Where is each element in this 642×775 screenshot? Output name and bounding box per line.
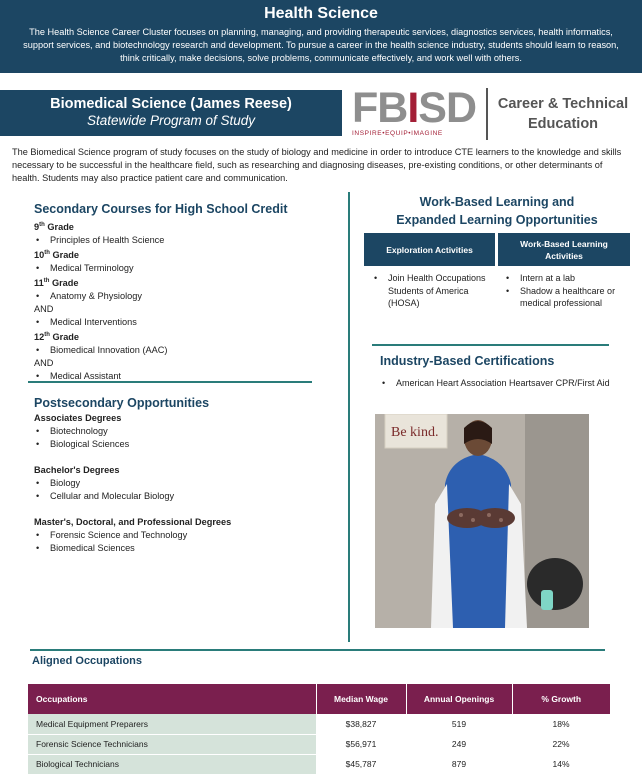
ordinal-suffix: th bbox=[39, 222, 45, 228]
program-subtitle: Statewide Program of Study bbox=[86, 113, 256, 128]
secondary-heading: Secondary Courses for High School Credit bbox=[34, 202, 288, 216]
program-header bbox=[0, 90, 342, 136]
and-text: AND bbox=[34, 358, 54, 369]
table-row bbox=[28, 754, 610, 774]
grade-9-number: 9 bbox=[34, 222, 40, 233]
postsecondary-heading: Postsecondary Opportunities bbox=[34, 396, 210, 410]
cluster-banner bbox=[0, 0, 642, 73]
list-item: • Biology bbox=[34, 477, 334, 490]
col-median-wage: Median Wage bbox=[316, 684, 406, 714]
section-divider bbox=[28, 381, 312, 383]
exploration-item: • Join Health Occupations Students of America (HOSA) bbox=[372, 272, 492, 310]
grade-10-number: 10 bbox=[34, 250, 45, 261]
secondary-courses bbox=[34, 219, 334, 383]
list-item: • Biomedical Sciences bbox=[34, 542, 334, 555]
section-divider bbox=[372, 344, 609, 346]
table-row bbox=[28, 734, 610, 754]
list-item: • Biological Sciences bbox=[34, 438, 334, 451]
wbl-item: • Shadow a healthcare or medical professional bbox=[504, 285, 630, 310]
occupations-table bbox=[28, 684, 610, 775]
wbl-table-header bbox=[364, 233, 630, 266]
course-item: • Medical Interventions bbox=[34, 316, 334, 329]
col-annual-openings: Annual Openings bbox=[406, 684, 512, 714]
logo-divider bbox=[486, 88, 488, 140]
occupation-name: Forensic Science Technicians bbox=[28, 734, 316, 754]
table-row bbox=[28, 714, 610, 734]
fbisd-logo bbox=[352, 84, 482, 140]
wbl-item: • Intern at a lab bbox=[504, 272, 630, 285]
percent-growth: 18% bbox=[512, 714, 610, 734]
list-item: • Forensic Science and Technology bbox=[34, 529, 334, 542]
ordinal-suffix: th bbox=[43, 278, 50, 285]
median-wage: $45,787 bbox=[316, 754, 406, 774]
sign-text: Be kind. bbox=[391, 425, 439, 440]
percent-growth: 14% bbox=[512, 754, 610, 774]
certifications-heading: Industry-Based Certifications bbox=[380, 354, 555, 368]
ordinal-suffix: th bbox=[44, 332, 50, 339]
course-item: • Medical Assistant bbox=[34, 370, 334, 383]
table-header-row bbox=[28, 684, 610, 714]
wbl-heading bbox=[362, 193, 632, 229]
grade-label: Grade bbox=[52, 332, 80, 343]
program-title: Biomedical Science (James Reese) bbox=[50, 96, 292, 112]
cluster-title: Health Science bbox=[264, 5, 378, 22]
wbl-heading-line1: Work-Based Learning and bbox=[419, 195, 575, 209]
col-growth: % Growth bbox=[512, 684, 610, 714]
wbl-table-body bbox=[364, 272, 630, 310]
bachelors-heading: Bachelor's Degrees bbox=[34, 465, 120, 475]
list-item: • Cellular and Molecular Biology bbox=[34, 490, 334, 503]
certification-item: • American Heart Association Heartsaver CPR/First Aid bbox=[380, 377, 630, 390]
logo-letter-i: I bbox=[407, 84, 419, 132]
grade-12-number: 12 bbox=[34, 332, 45, 343]
list-item: • Biotechnology bbox=[34, 425, 334, 438]
grade-label: Grade bbox=[52, 250, 80, 261]
occupation-name: Biological Technicians bbox=[28, 754, 316, 774]
col-occupations: Occupations bbox=[28, 684, 316, 714]
grade-label: Grade bbox=[47, 222, 74, 233]
annual-openings: 249 bbox=[406, 734, 512, 754]
median-wage: $56,971 bbox=[316, 734, 406, 754]
course-item: • Biomedical Innovation (AAC) bbox=[34, 344, 334, 357]
annual-openings: 879 bbox=[406, 754, 512, 774]
postsecondary-section bbox=[34, 396, 334, 555]
wbl-heading-line2: Expanded Learning Opportunities bbox=[396, 213, 598, 227]
cte-label bbox=[492, 94, 634, 134]
annual-openings: 519 bbox=[406, 714, 512, 734]
wbl-activities-header: Work-Based Learning Activities bbox=[498, 233, 630, 266]
cte-line2: Education bbox=[527, 116, 599, 132]
student-photo-illustration bbox=[375, 414, 589, 628]
certifications-section bbox=[380, 354, 630, 390]
cluster-description: The Health Science Career Cluster focuses on planning, managing, and providing therapeutic services, diagnostics services, health informatics, support services, and biotechnology research and development. To pursue a career in the health science industry, students should learn to reason, think critically, make decisions, solve problems, communicate effectively, and work well with others. bbox=[23, 27, 619, 63]
course-item: • Principles of Health Science bbox=[34, 234, 334, 247]
exploration-header: Exploration Activities bbox=[364, 233, 495, 266]
course-item: • Anatomy & Physiology bbox=[34, 290, 334, 303]
masters-heading: Master's, Doctoral, and Professional Degrees bbox=[34, 517, 232, 527]
aligned-occupations-heading: Aligned Occupations bbox=[32, 655, 143, 667]
percent-growth: 22% bbox=[512, 734, 610, 754]
course-item: • Medical Terminology bbox=[34, 262, 334, 275]
section-divider bbox=[30, 649, 605, 651]
logo-letters-fb: FB bbox=[352, 84, 408, 132]
grade-11-number: 11 bbox=[34, 278, 44, 289]
program-intro: The Biomedical Science program of study focuses on the study of biology and medicine in order to introduce CTE learners to the knowledge and skills necessary to be successful in the healthcare field, such as researching and diagnosing diseases, pre-existing conditions, or other determinants of health. Students may also practice patient care and communication. bbox=[12, 147, 622, 183]
ordinal-suffix: th bbox=[44, 250, 50, 257]
associates-heading: Associates Degrees bbox=[34, 413, 122, 423]
left-column bbox=[34, 202, 334, 383]
occupation-name: Medical Equipment Preparers bbox=[28, 714, 316, 734]
median-wage: $38,827 bbox=[316, 714, 406, 734]
grade-label: Grade bbox=[51, 278, 79, 289]
student-photo bbox=[375, 414, 589, 628]
logo-tagline: INSPIRE•EQUIP•IMAGINE bbox=[352, 130, 443, 137]
and-text: AND bbox=[34, 304, 54, 315]
cte-line1: Career & Technical bbox=[497, 96, 629, 112]
logo-letters-sd: SD bbox=[418, 84, 477, 132]
column-divider bbox=[348, 192, 350, 642]
